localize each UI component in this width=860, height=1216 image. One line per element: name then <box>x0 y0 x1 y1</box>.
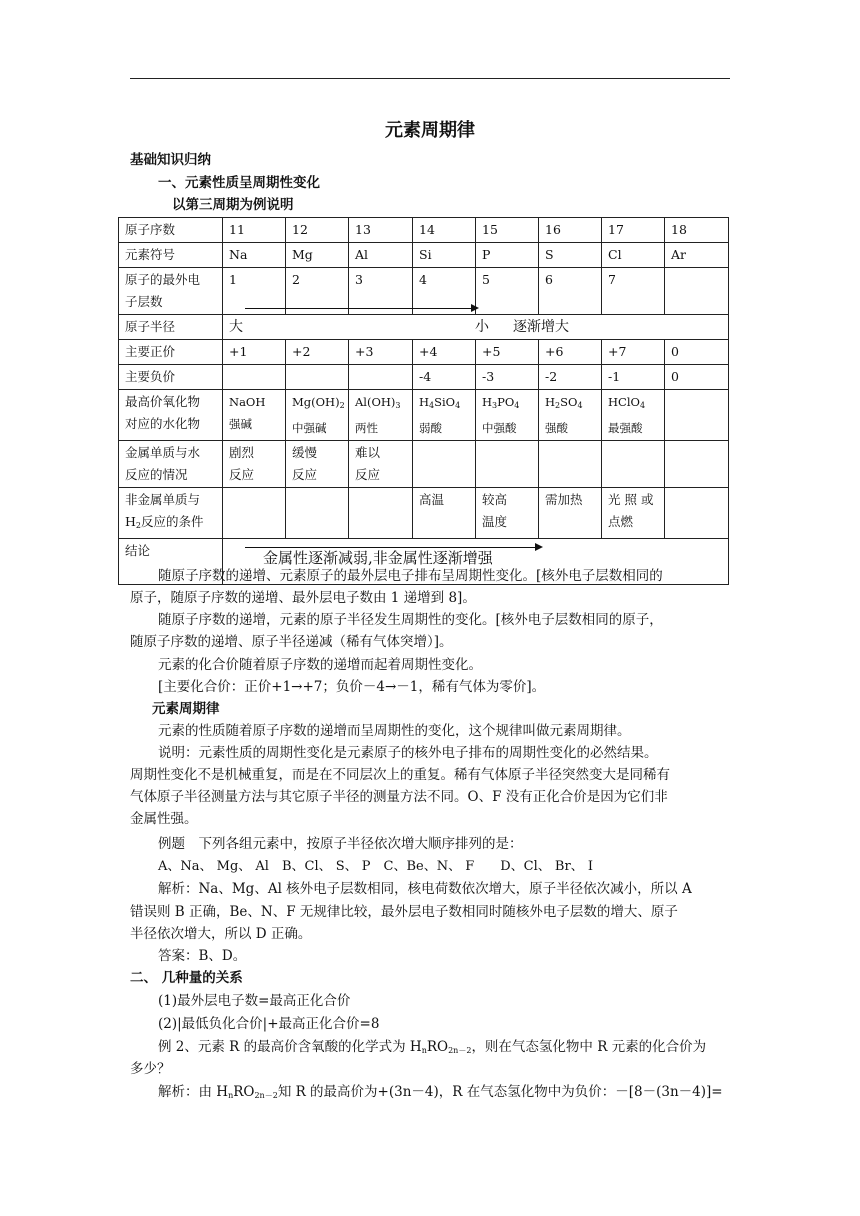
cell: $H_2SO_4$ 强酸 <box>539 390 602 441</box>
periodic-table <box>118 217 729 585</box>
cell: Cl <box>602 243 665 268</box>
text: RO <box>426 1039 449 1055</box>
cell <box>413 441 476 488</box>
para-8-options: A、Na、 Mg、 Al B、Cl、 S、 P C、Be、N、 F D、Cl、 Br、 I <box>158 859 593 874</box>
cell: 13 <box>349 218 413 243</box>
cell-line2: 温度 <box>482 514 508 529</box>
para-4: [主要化合价：正价+1→+7；负价－4→－1，稀有气体为零价]。 <box>158 679 546 695</box>
para-6d: 金属性强。 <box>130 811 198 827</box>
para-2a: 随原子序数的递增，元素的原子半径发生周期性的变化。[核外电子层数相同的原子， <box>158 612 663 628</box>
cell: +6 <box>539 340 602 365</box>
cell: HClO$_4$ 最强酸 <box>602 390 665 441</box>
para-6c: 气体原子半径测量方法与其它原子半径的测量方法不同。O、F 没有正化合价是因为它们非 <box>130 789 668 805</box>
cell: 14 <box>413 218 476 243</box>
cell: -3 <box>476 365 539 390</box>
row-label: 结论 <box>119 539 223 585</box>
para-5: 元素的性质随着原子序数的递增而呈周期性的变化，这个规律叫做元素周期律。 <box>158 723 631 739</box>
cell: +4 <box>413 340 476 365</box>
kind: 两性 <box>355 421 378 435</box>
row-label <box>119 441 223 488</box>
formula: NaOH <box>229 395 266 409</box>
section-basic: 基础知识归纳 <box>130 152 211 168</box>
cell-line1: 缓慢 <box>292 445 318 460</box>
cell <box>602 441 665 488</box>
row-symbol <box>119 243 729 268</box>
cell: -4 <box>413 365 476 390</box>
cell: Al <box>349 243 413 268</box>
cell <box>223 390 286 441</box>
cell <box>286 365 349 390</box>
kind: 中强酸 <box>482 421 517 435</box>
para-1a: 随原子序数的递增、元素原子的最外层电子排布呈周期性变化。[核外电子层数相同的 <box>158 568 663 584</box>
cell <box>223 365 286 390</box>
cell: 12 <box>286 218 349 243</box>
cell-line1: 难以 <box>355 445 381 460</box>
formula: Mg(OH) <box>292 395 340 409</box>
text: 解析：由 H <box>158 1084 229 1100</box>
row-nonmetal-h2 <box>119 488 729 539</box>
cell <box>665 441 729 488</box>
label-line1: 非金属单质与 <box>125 492 201 507</box>
heading-law: 元素周期律 <box>152 701 220 717</box>
conclusion-text: 金属性逐渐减弱,非金属性逐渐增强 <box>263 549 493 567</box>
cell: 6 <box>539 268 602 315</box>
para-10-answer: 答案：B、D。 <box>158 948 247 964</box>
header-rule <box>130 78 730 79</box>
cell-line1: 剧烈 <box>229 445 255 460</box>
label-line1: 金属单质与水 <box>125 445 201 460</box>
row-label: 元素符号 <box>119 243 223 268</box>
cell-line2: 反应 <box>355 467 381 482</box>
cell <box>286 488 349 539</box>
text: 知 R 的最高价为+(3n－4)，R 在气态氢化物中为负价：－[8－(3n－4)]= <box>277 1084 723 1100</box>
cell: 15 <box>476 218 539 243</box>
cell <box>665 268 729 315</box>
cell: S <box>539 243 602 268</box>
para-13b: 多少？ <box>130 1061 171 1077</box>
cell: $H_4SiO_4$ 弱酸 <box>413 390 476 441</box>
cell: Si <box>413 243 476 268</box>
text: ，则在气态氢化物中 R 元素的化合价为 <box>471 1039 707 1055</box>
label-line2: 反应的情况 <box>125 467 188 482</box>
row-label <box>119 268 223 315</box>
h2-symbol: H <box>125 514 136 529</box>
label-line2: 反应的条件 <box>141 514 204 529</box>
conclusion-arrow-head <box>535 543 543 551</box>
cell: -2 <box>539 365 602 390</box>
kind: 弱酸 <box>419 421 442 435</box>
row-metal-water <box>119 441 729 488</box>
cell: +1 <box>223 340 286 365</box>
kind: 强碱 <box>229 417 252 431</box>
cell <box>286 441 349 488</box>
cell <box>665 488 729 539</box>
cell: 高温 <box>413 488 476 539</box>
row-negative-valence <box>119 365 729 390</box>
radius-trend: 逐渐增大 <box>513 319 569 335</box>
cell: $H_3PO_4$ 中强酸 <box>476 390 539 441</box>
cell: 2 <box>286 268 349 315</box>
example-note: 以第三周期为例说明 <box>172 197 294 213</box>
formula: HClO <box>608 395 640 409</box>
row-label: 非金属单质与 $H_2$反应的条件 <box>119 488 223 539</box>
para-2b: 随原子序数的递增、原子半径递减（稀有气体突增）]。 <box>130 634 453 650</box>
cell <box>223 441 286 488</box>
para-14: 解析：由 $H_nRO_{2n-2}$知 R 的最高价为+(3n－4)，R 在气态氢化物中为负价：－[8－(3n－4)]= <box>130 1082 723 1106</box>
cell: 5 <box>476 268 539 315</box>
cell: +5 <box>476 340 539 365</box>
row-label: 主要负价 <box>119 365 223 390</box>
text: RO <box>233 1084 255 1100</box>
cell: 3 <box>349 268 413 315</box>
cell: 18 <box>665 218 729 243</box>
cell: -1 <box>602 365 665 390</box>
cell <box>349 488 413 539</box>
cell-line2: 点燃 <box>608 514 634 529</box>
label-line2: 子层数 <box>125 294 163 309</box>
cell: +3 <box>349 340 413 365</box>
cell-line2: 反应 <box>292 467 318 482</box>
label-line2: 对应的水化物 <box>125 416 201 431</box>
row-label: 原子序数 <box>119 218 223 243</box>
cell: 7 <box>602 268 665 315</box>
para-11: (1)最外层电子数=最高正化合价 <box>158 993 351 1009</box>
cell <box>539 441 602 488</box>
section-2-heading: 二、 几种量的关系 <box>130 970 243 986</box>
cell: 11 <box>223 218 286 243</box>
formula: Al(OH) <box>355 395 396 409</box>
text: 例 2、元素 R 的最高价含氧酸的化学式为 H <box>158 1039 422 1055</box>
row-hydrate <box>119 390 729 441</box>
page-title: 元素周期律 <box>385 120 475 141</box>
cell <box>476 441 539 488</box>
cell: $Al(OH)_3$ 两性 <box>349 390 413 441</box>
conclusion-arrow-line <box>245 547 537 548</box>
cell: 0 <box>665 340 729 365</box>
cell <box>349 365 413 390</box>
cell: Na <box>223 243 286 268</box>
formula: H <box>545 395 556 409</box>
section-1-heading: 一、元素性质呈周期性变化 <box>158 175 320 191</box>
para-13a: 例 2、元素 R 的最高价含氧酸的化学式为 $H_nRO_{2n-2}$，则在气态氢化物中 R 元素的化合价为 <box>130 1037 706 1061</box>
formula: H <box>419 395 430 409</box>
para-12: (2)|最低负化合价|+最高正化合价=8 <box>158 1016 380 1032</box>
para-7: 例题 下列各组元素中，按原子半径依次增大顺序排列的是： <box>158 836 523 852</box>
formula: H <box>482 395 493 409</box>
radius-trend-cell <box>223 315 729 340</box>
cell <box>665 390 729 441</box>
cell: 17 <box>602 218 665 243</box>
para-3: 元素的化合价随着原子序数的递增而起着周期性变化。 <box>158 657 482 673</box>
cell: 4 <box>413 268 476 315</box>
para-6b: 周期性变化不是机械重复，而是在不同层次上的重复。稀有气体原子半径突然变大是同稀有 <box>130 767 670 783</box>
para-1b: 原子，随原子序数的递增、最外层电子数由 1 递增到 8]。 <box>130 590 476 606</box>
cell-line2: 反应 <box>229 467 255 482</box>
cell <box>476 488 539 539</box>
radius-small: 小 <box>475 319 489 335</box>
cell: P <box>476 243 539 268</box>
cell: +2 <box>286 340 349 365</box>
cell-line1: 较高 <box>482 492 508 507</box>
para-9a: 解析：Na、Mg、Al 核外电子层数相同，核电荷数依次增大，原子半径依次减小，所以 A <box>158 881 692 897</box>
label-line1: 原子的最外电 <box>125 272 201 287</box>
kind: 强酸 <box>545 421 568 435</box>
para-9c: 半径依次增大，所以 D 正确。 <box>130 926 312 942</box>
row-label <box>119 390 223 441</box>
radius-big: 大 <box>229 319 243 335</box>
label-line1: 最高价氧化物 <box>125 394 201 409</box>
row-atomic-number <box>119 218 729 243</box>
radius-arrow-line <box>245 308 473 309</box>
kind: 最强酸 <box>608 421 643 435</box>
cell: $Mg(OH)_2$ 中强碱 <box>286 390 349 441</box>
para-9b: 错误则 B 正确，Be、N、F 无规律比较，最外层电子数相同时随核外电子层数的增大、原子 <box>130 904 678 920</box>
cell <box>602 488 665 539</box>
cell: Ar <box>665 243 729 268</box>
para-6a: 说明：元素性质的周期性变化是元素原子的核外电子排布的周期性变化的必然结果。 <box>158 745 658 761</box>
cell: 16 <box>539 218 602 243</box>
cell <box>349 441 413 488</box>
cell <box>223 488 286 539</box>
cell: 需加热 <box>539 488 602 539</box>
cell-line1: 光 照 或 <box>608 492 654 507</box>
cell: 0 <box>665 365 729 390</box>
row-label: 原子半径 <box>119 315 223 340</box>
kind: 中强碱 <box>292 421 327 435</box>
cell: 1 <box>223 268 286 315</box>
cell: +7 <box>602 340 665 365</box>
cell: Mg <box>286 243 349 268</box>
radius-arrow-head <box>471 304 479 312</box>
row-label: 主要正价 <box>119 340 223 365</box>
row-radius <box>119 315 729 340</box>
row-positive-valence <box>119 340 729 365</box>
